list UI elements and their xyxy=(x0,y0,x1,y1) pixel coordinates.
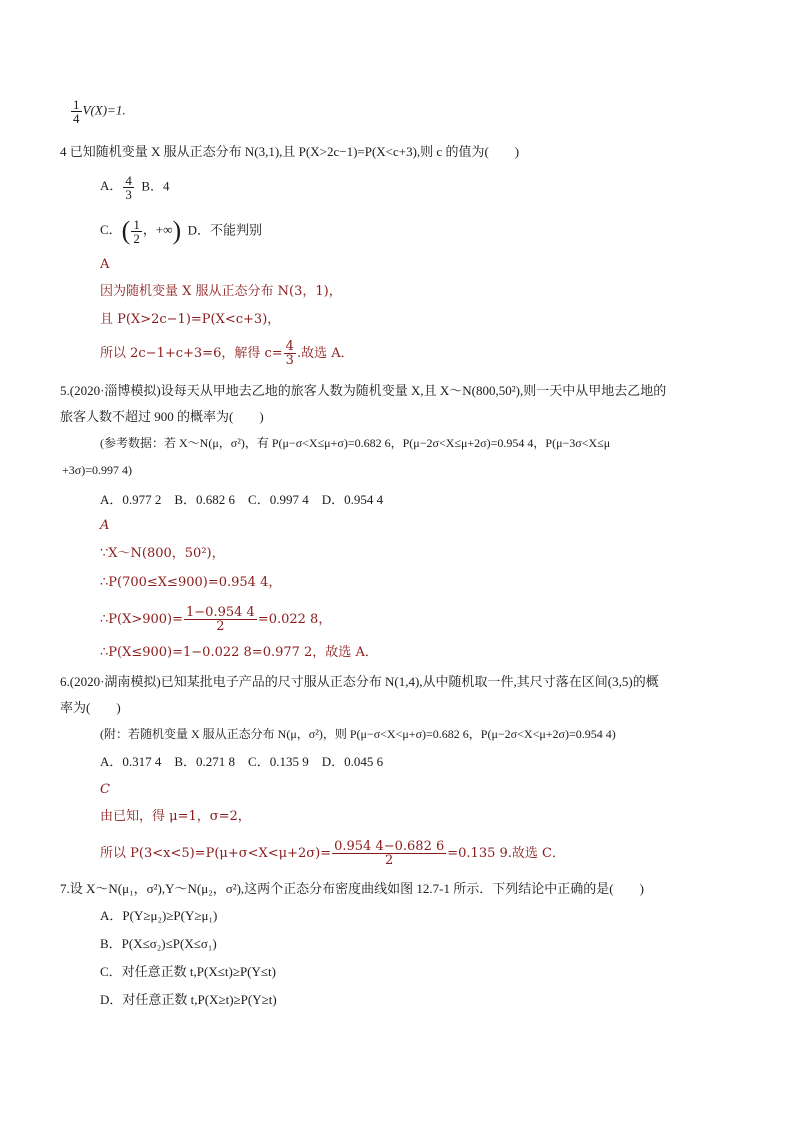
q6-options: A．0.317 4 B．0.271 8 C．0.135 9 D．0.045 6 xyxy=(100,754,384,769)
q7-option-a: A．P(Y≥μ₂)≥P(Y≥μ₁) xyxy=(100,908,218,923)
q4-option-c: C．( $\frac{1}{2}$ ，+∞) xyxy=(100,216,182,246)
q6-stem-line-2: 率为( ) xyxy=(60,700,121,715)
q6-stem-line-1: 6.(2020·湖南模拟)已知某批电子产品的尺寸服从正态分布 N(1,4),从中随机取一件,其尺寸落在区间(3,5)的概 xyxy=(60,674,659,689)
q5-stem-line-2: 旅客人数不超过 900 的概率为( ) xyxy=(60,409,264,424)
q5-solution-line-4: ∴P(X≤900)=1−0.022 8=0.977 2，故选 A． xyxy=(100,645,378,660)
q4-solution-line-1: 因为随机变量 X 服从正态分布 N(3，1)， xyxy=(100,284,342,299)
q4-option-b: B．4 xyxy=(141,178,170,194)
q5-options: A．0.977 2 B．0.682 6 C．0.997 4 D．0.954 4 xyxy=(100,492,384,507)
q5-solution-line-1: ∵X～N(800，50²)， xyxy=(100,546,225,561)
q5-solution-line-3: ∴P(X>900)= $\frac{1-0.954 4}{2}$ =0.022 8， xyxy=(100,605,332,634)
q4-solution-line-3: 所以 2c−1+c+3=6，解得 c= $\frac{4}{3}$ .故选 A． xyxy=(100,339,354,368)
q5-reference-line-1: (参考数据：若 X～N(μ，σ²)，有 P(μ−σ<X≤μ+σ)=0.682 6，P(μ−2σ<X≤μ+2σ)=0.954 4，P(μ−3σ<X≤μ xyxy=(100,436,611,450)
q6-reference: (附：若随机变量 X 服从正态分布 N(μ，σ²)，则 P(μ−σ<X<μ+σ)=0.682 6，P(μ−2σ<X<μ+2σ)=0.954 4) xyxy=(100,727,616,741)
q5-answer: A xyxy=(100,518,110,533)
q7-option-c: C．对任意正数 t,P(X≤t)≥P(Y≤t) xyxy=(100,964,276,979)
q4-stem: 4 已知随机变量 X 服从正态分布 N(3,1),且 P(X>2c−1)=P(X<c+3),则 c 的值为( ) xyxy=(60,144,520,159)
q6-solution-line-2: 所以 P(3<x<5)=P(μ+σ<X<μ+2σ)= $\frac{0.954 4-0.682 6}{2}$ =0.135 9.故选 C． xyxy=(100,839,565,868)
q5-solution-line-2: ∴P(700≤X≤900)=0.954 4， xyxy=(100,575,282,590)
q6-answer: C xyxy=(100,782,110,797)
q7-option-b: B．P(X≤σ₂)≤P(X≤σ₁) xyxy=(100,936,217,951)
q7-stem: 7.设 X～N(μ₁，σ²),Y～N(μ₂，σ²),这两个正态分布密度曲线如图 12.7-1 所示．下列结论中正确的是( ) xyxy=(60,881,644,896)
q4-options-cd xyxy=(100,218,262,245)
q4-option-a: A． $\frac{4}{3}$ xyxy=(100,173,132,202)
q4-solution-line-2: 且 P(X>2c−1)=P(X<c+3)， xyxy=(100,312,281,327)
q4-option-d: D．不能判别 xyxy=(187,222,263,238)
q4-options-ab xyxy=(100,174,170,201)
q4-answer: A xyxy=(100,257,110,272)
fraction: $\frac{1}{4}$ xyxy=(73,97,80,126)
q7-option-d: D．对任意正数 t,P(X≥t)≥P(Y≥t) xyxy=(100,992,277,1007)
prev-problem-tail: $\frac{1}{4}$ V(X)=1. xyxy=(73,97,126,126)
q5-reference-line-2: +3σ)=0.997 4) xyxy=(62,463,132,477)
q5-stem-line-1: 5.(2020·淄博模拟)设每天从甲地去乙地的旅客人数为随机变量 X,且 X～N(800,50²),则一天中从甲地去乙地的 xyxy=(60,383,667,398)
q6-solution-line-1: 由已知，得 μ=1，σ=2， xyxy=(100,809,251,824)
